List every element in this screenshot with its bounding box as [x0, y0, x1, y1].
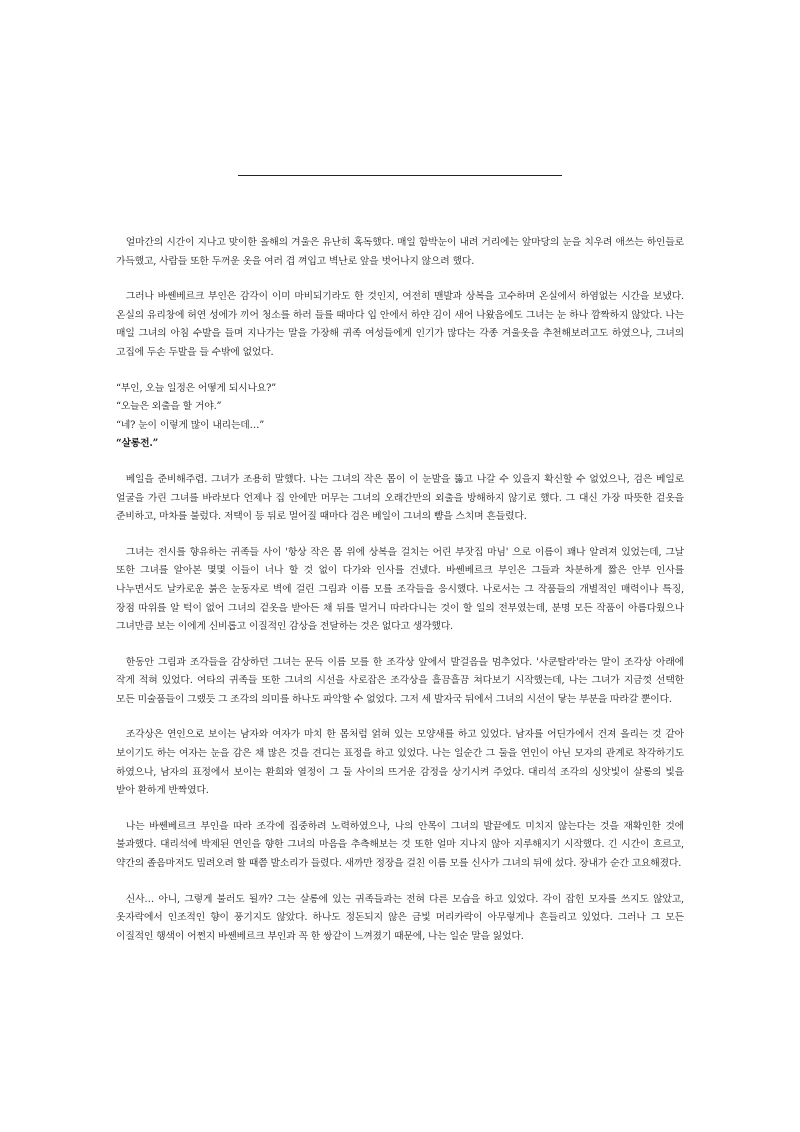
paragraph: 베일을 준비해주렴. 그녀가 조용히 말했다. 나는 그녀의 작은 몸이 이 눈발을 뚫고 나갈 수 있을지 확신할 수 없었으나, 검은 베일로 얼굴을 가린 그녀를 바라보다 언제나 집 안에만 머무는 그녀의 오래간만의 외출을 방해하지 않기로 했다. 그 대신 가장 따뜻한 겉옷을 준비하고, 마차를 불렀다. 저택이 등 뒤로 멀어질 때마다 검은 베일이 그녀의 뺨을 스치며 흔들렸다. — [116, 473, 684, 523]
dialogue-line: “네? 눈이 이렇게 많이 내리는데…” — [116, 419, 265, 431]
story-body — [116, 234, 684, 963]
paragraph: 그녀는 전시를 향유하는 귀족들 사이 '항상 작은 몸 위에 상복을 걸치는 어린 부잣집 마님' 으로 이름이 꽤나 알려져 있었는데, 그날 또한 그녀를 알아본 몇몇 이들이 너나 할 것 없이 다가와 인사를 건넸다. 바쎈베르크 부인은 그들과 차분하게 짧은 안부 인사를 나누면서도 날카로운 붉은 눈동자로 벽에 걸린 그림과 이름 모를 조각들을 응시했다. 나로서는 그 작품들의 개별적인 매력이나 특징, 장점 따위를 알 턱이 없어 그녀의 겉옷을 받아든 채 뒤를 멀거니 따라다니는 것이 할 일의 전부였는데, 분명 모든 작품이 아름다웠으나 그녀만큼 보는 이에게 신비롭고 이질적인 감상을 전달하는 것은 없다고 생각했다. — [116, 546, 684, 633]
dialogue-line: “오늘은 외출을 할 거야.” — [116, 401, 222, 413]
paragraph: 한동안 그림과 조각들을 감상하던 그녀는 문득 이름 모를 한 조각상 앞에서 발걸음을 멈추었다. '사쿤탈라'라는 말이 조각상 아래에 작게 적혀 있었다. 여타의 귀족들 또한 그녀의 시선을 사로잡은 조각상을 흘끔흘끔 쳐다보기 시작했는데, 나는 그녀가 지금껏 선택한 모든 미술품들이 그랬듯 그 조각의 의미를 하나도 파악할 수 없었다. 그저 세 발자국 뒤에서 그녀의 시선이 닿는 부분을 따라갈 뿐이다. — [116, 656, 684, 705]
paragraph: 그러나 바쎈베르크 부인은 감각이 이미 마비되기라도 한 것인지, 여전히 맨발과 상복을 고수하며 온실에서 하염없는 시간을 보냈다. 온실의 유리창에 허연 성에가 끼어 청소를 하러 들를 때마다 입 안에서 하얀 김이 새어 나왔음에도 그녀는 눈 하나 깜짝하지 않았다. 나는 매일 그녀의 아침 수발을 들며 지나가는 말을 가장해 귀족 여성들에게 인기가 많다는 각종 겨울옷을 추천해보려고도 하였으나, 그녀의 고집에 두손 두발을 들 수밖에 없었다. — [116, 291, 684, 358]
dialogue-line: “부인, 오늘 일정은 어떻게 되시나요?” — [116, 382, 277, 394]
paragraph: 나는 바쎈베르크 부인을 따라 조각에 집중하려 노력하였으나, 나의 안목이 그녀의 발끝에도 미치지 않는다는 것을 재확인한 것에 불과했다. 대리석에 박제된 연인을 향한 그녀의 마음을 추측해보는 것 또한 얼마 지나지 않아 지루해지기 시작했다. 긴 시간이 흐르고, 약간의 졸음마저도 밀려오려 할 때쯤 발소리가 들렸다. 새까만 정장을 걸친 이름 모를 신사가 그녀의 뒤에 섰다. 장내가 순간 고요해졌다. — [116, 820, 684, 870]
dialogue-line: “살롱전.” — [116, 438, 159, 450]
section-divider — [238, 175, 562, 176]
paragraph: 조각상은 연인으로 보이는 남자와 여자가 마치 한 몸처럼 얽혀 있는 모양새를 하고 있었다. 남자를 어딘가에서 건져 올리는 것 같아 보이기도 하는 여자는 눈을 감은 채 많은 것을 견디는 표정을 하고 있었다. 나는 일순간 그 둘을 연인이 아닌 모자의 관계로 착각하기도 하였으나, 남자의 표정에서 보이는 환희와 열정이 그 둘 사이의 뜨거운 감정을 상기시켜 주었다. 대리석 조각의 싱앗빛이 살롱의 빛을 받아 환하게 반짝였다. — [116, 729, 684, 797]
paragraph: 신사… 아니, 그렇게 불러도 될까? 그는 살롱에 있는 귀족들과는 전혀 다른 모습을 하고 있었다. 각이 잡힌 모자를 쓰지도 않았고, 옷자락에서 인조적인 향이 풍기지도 않았다. 하나도 정돈되지 않은 금빛 머리카락이 아무렇게나 흔들리고 있었다. 그러나 그 모든 이질적인 행색이 어쩐지 바쎈베르크 부인과 꼭 한 쌍같이 느껴졌기 때문에, 나는 일순 말을 잃었다. — [116, 893, 684, 942]
dialogue-block — [116, 380, 684, 454]
paragraph: 얼마간의 시간이 지나고 맞이한 올해의 겨울은 유난히 혹독했다. 매일 함박눈이 내려 거리에는 앞마당의 눈을 치우려 애쓰는 하인들로 가득했고, 사람들 또한 두꺼운 옷을 여러 겹 껴입고 벽난로 앞을 벗어나지 않으려 했다. — [116, 237, 684, 267]
